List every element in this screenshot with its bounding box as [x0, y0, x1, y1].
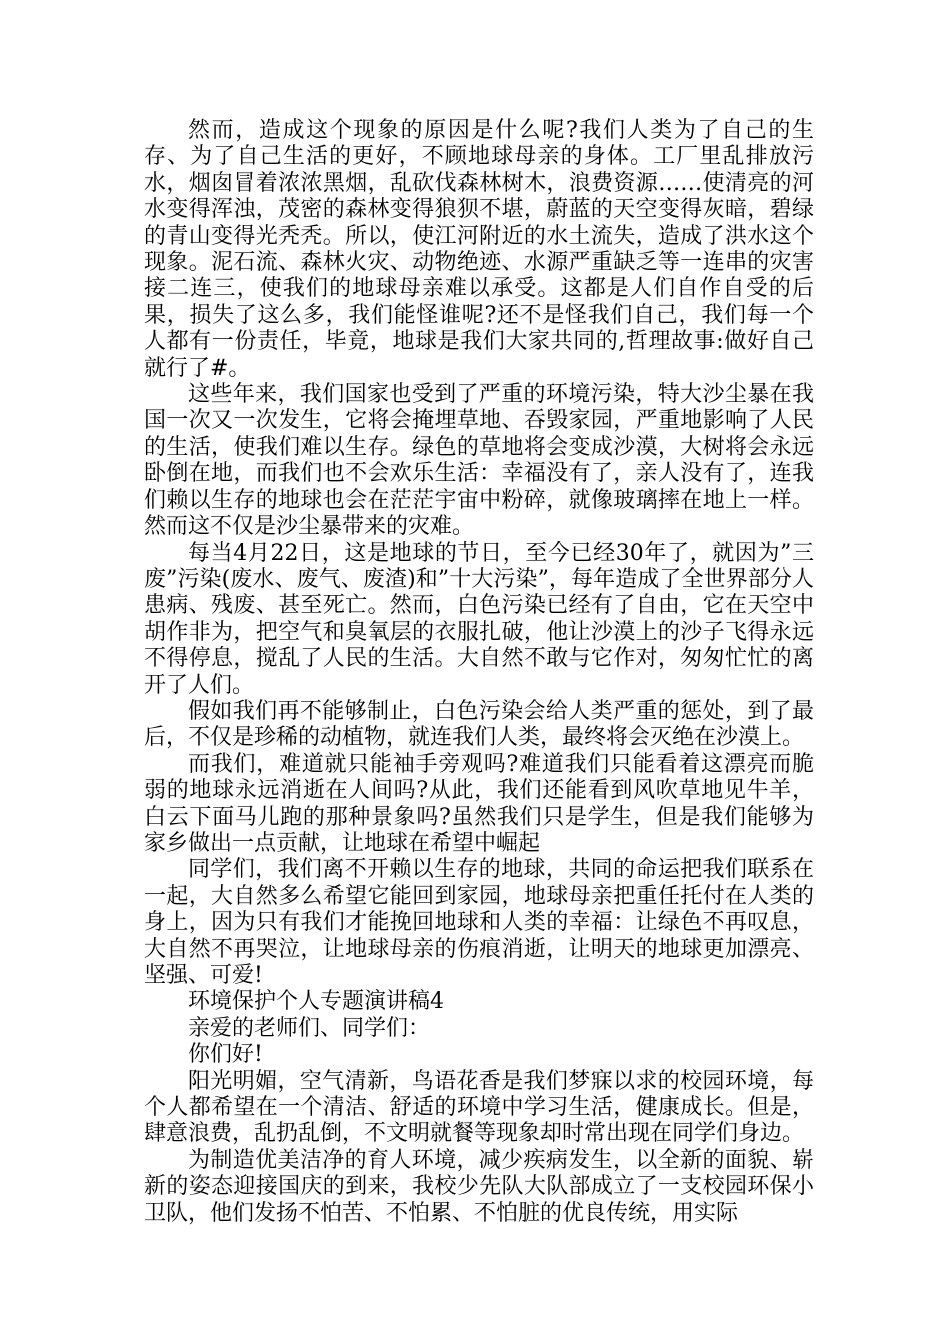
speech-greeting: 你们好!	[188, 1042, 263, 1068]
paragraph-campus: 阳光明媚，空气清新，鸟语花香是我们梦寐以求的校园环境，每个人都希望在一个清洁、舒适的环境中学习生活，健康成长。但是，肆意浪费，乱扔乱倒，不文明就餐等现象却时常出现在同学们身边。	[144, 1068, 814, 1147]
paragraph-causes: 然而，造成这个现象的原因是什么呢?我们人类为了自己的生存、为了自己生活的更好，不顾地球母亲的身体。工厂里乱排放污水，烟囱冒着浓浓黑烟，乱砍伐森林树木，浪费资源……使清亮的河水变得浑浊，茂密的森林变得狼狈不堪，蔚蓝的天空变得灰暗，碧绿的青山变得光秃秃。所以，使江河附近的水土流失，造成了洪水这个现象。泥石流、森林火灾、动物绝迹、水源严重缺乏等一连串的灾害接二连三，使我们的地球母亲难以承受。这都是人们自作自受的后果，损失了这么多，我们能怪谁呢?还不是怪我们自己，我们每一个人都有一份责任，毕竟，地球是我们大家共同的,哲理故事:做好自己就行了#。	[144, 118, 814, 381]
paragraph-white-pollution: 假如我们再不能够制止，白色污染会给人类严重的惩处，到了最后，不仅是珍稀的动植物，就连我们人类，最终将会灭绝在沙漠上。	[144, 698, 814, 751]
paragraph-sandstorm: 这些年来，我们国家也受到了严重的环境污染，特大沙尘暴在我国一次又一次发生，它将会掩埋草地、吞毁家园，严重地影响了人民的生活，使我们难以生存。绿色的草地将会变成沙漠，大树将会永远卧倒在地，而我们也不会欢乐生活：幸福没有了，亲人没有了，连我们赖以生存的地球也会在茫茫宇宙中粉碎，就像玻璃摔在地上一样。然而这不仅是沙尘暴带来的灾难。	[144, 382, 814, 540]
paragraph-hope: 而我们，难道就只能袖手旁观吗?难道我们只能看着这漂亮而脆弱的地球永远消逝在人间吗?从此，我们还能看到风吹草地见牛羊，白云下面马儿跑的那种景象吗?虽然我们只是学生，但是我们能够为家乡做出一点贡献，让地球在希望中崛起	[144, 751, 814, 856]
paragraph-eco-team: 为制造优美洁净的育人环境，减少疾病发生，以全新的面貌、崭新的姿态迎接国庆的到来，我校少先队大队部成立了一支校园环保小卫队，他们发扬不怕苦、不怕累、不怕脏的优良传统，用实际	[144, 1147, 814, 1226]
document-body	[144, 118, 814, 1227]
paragraph-appeal: 同学们，我们离不开赖以生存的地球，共同的命运把我们联系在一起，大自然多么希望它能回到家园，地球母亲把重任托付在人类的身上，因为只有我们才能挽回地球和人类的幸福：让绿色不再叹息，大自然不再哭泣，让地球母亲的伤痕消逝，让明天的地球更加漂亮、坚强、可爱!	[144, 857, 814, 988]
speech-heading: 环境保护个人专题演讲稿4	[188, 989, 444, 1015]
paragraph-earth-day: 每当4月22日，这是地球的节日，至今已经30年了，就因为”三废”污染(废水、废气、废渣)和”十大污染”，每年造成了全世界部分人患病、残废、甚至死亡。然而，白色污染已经有了自由，它在天空中胡作非为，把空气和臭氧层的衣服扎破，他让沙漠上的沙子飞得永远不得停息，搅乱了人民的生活。大自然不敢与它作对，匆匆忙忙的离开了人们。	[144, 540, 814, 698]
speech-salutation: 亲爱的老师们、同学们：	[188, 1015, 431, 1041]
